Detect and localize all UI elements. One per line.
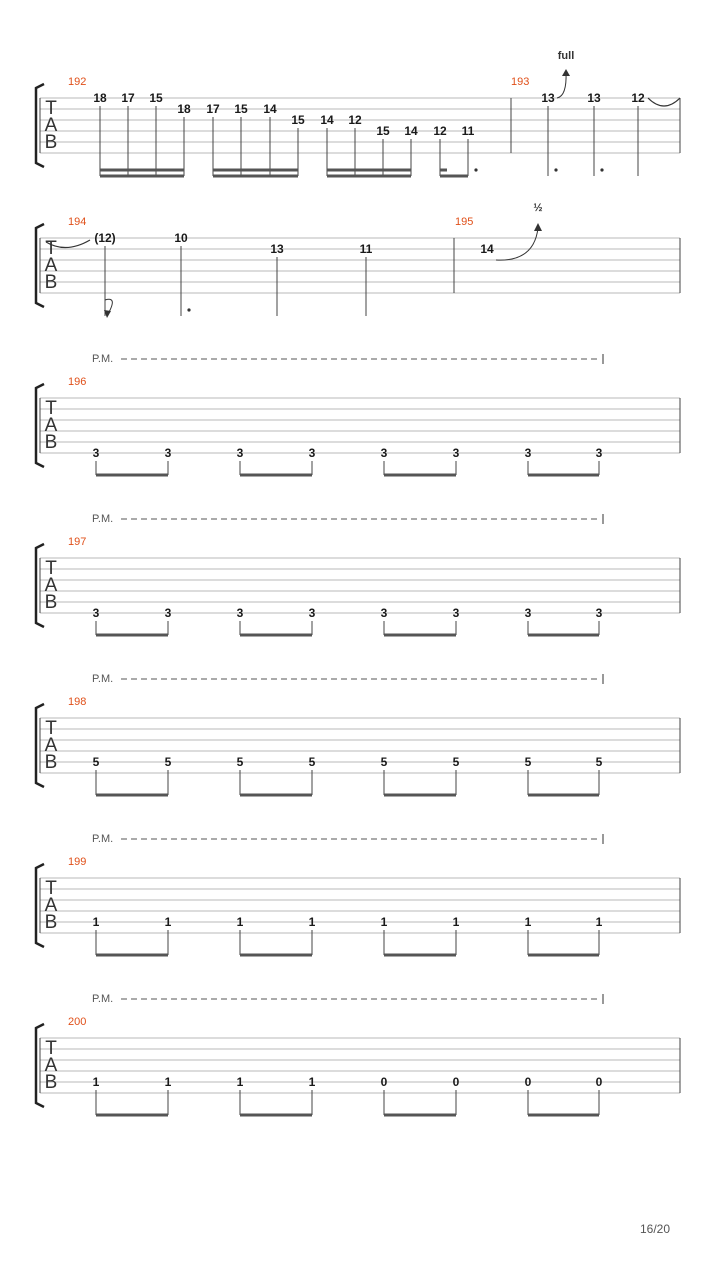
palm-mute-label: P.M. (92, 833, 114, 845)
tab-staff (36, 833, 680, 955)
fret-number: 15 (234, 102, 248, 116)
fret-number: 3 (524, 606, 532, 620)
fret-number: 15 (291, 113, 305, 127)
measure-number: 193 (511, 76, 530, 88)
fret-number: 3 (380, 446, 388, 460)
fret-number: 12 (433, 124, 447, 138)
fret-number: 5 (308, 755, 316, 769)
fret-number: 11 (359, 242, 373, 256)
fret-number: 12 (348, 113, 362, 127)
bend-curve (496, 228, 538, 260)
fret-number: 5 (380, 755, 388, 769)
fret-number: 3 (236, 606, 244, 620)
palm-mute-label: P.M. (92, 993, 114, 1005)
tab-clef-b: B (44, 132, 58, 153)
dot (554, 168, 557, 171)
bend-arrow (562, 69, 570, 76)
fret-number: 1 (236, 1075, 244, 1089)
fret-number: 17 (121, 91, 135, 105)
fret-number: 3 (164, 446, 172, 460)
fret-number: 3 (236, 446, 244, 460)
fret-number: 15 (376, 124, 390, 138)
tie (648, 98, 680, 106)
tab-clef-b: B (44, 432, 58, 453)
fret-number: 5 (524, 755, 532, 769)
tab-clef-b: B (44, 752, 58, 773)
page-number: 16/20 (640, 1222, 671, 1236)
measure-number: 198 (68, 696, 87, 708)
tab-clef-a: A (44, 735, 58, 756)
measure-number: 196 (68, 376, 87, 388)
tab-clef-t: T (45, 878, 57, 899)
fret-number: (12) (94, 231, 116, 245)
tab-clef-b: B (44, 272, 58, 293)
dot (187, 308, 190, 311)
tab-clef-t: T (45, 398, 57, 419)
tab-staff (36, 993, 680, 1115)
fret-number: 1 (236, 915, 244, 929)
tab-clef-a: A (44, 115, 58, 136)
fret-number: 12 (631, 91, 645, 105)
tab-staff (36, 673, 680, 795)
fret-number: 1 (595, 915, 603, 929)
tab-clef-a: A (44, 415, 58, 436)
measure-number: 194 (68, 216, 87, 228)
fret-number: 13 (270, 242, 284, 256)
fret-number: 5 (164, 755, 172, 769)
fret-number: 1 (92, 915, 100, 929)
tab-clef-b: B (44, 592, 58, 613)
tab-clef-a: A (44, 575, 58, 596)
fret-number: 0 (524, 1075, 532, 1089)
measure-number: 197 (68, 536, 87, 548)
fret-number: 18 (93, 91, 107, 105)
tab-clef-t: T (45, 98, 57, 119)
tab-clef-a: A (44, 1055, 58, 1076)
fret-number: 3 (380, 606, 388, 620)
tab-clef-t: T (45, 238, 57, 259)
fret-number: 3 (92, 446, 100, 460)
tab-clef-t: T (45, 718, 57, 739)
measure-number: 200 (68, 1016, 87, 1028)
tab-staff (36, 513, 680, 635)
tab-clef-a: A (44, 255, 58, 276)
palm-mute-label: P.M. (92, 353, 114, 365)
fret-number: 5 (236, 755, 244, 769)
fret-number: 3 (595, 446, 603, 460)
fret-number: 5 (595, 755, 603, 769)
fret-number: 1 (524, 915, 532, 929)
fret-number: 15 (149, 91, 163, 105)
fret-number: 1 (92, 1075, 100, 1089)
fret-number: 3 (452, 606, 460, 620)
palm-mute-label: P.M. (92, 513, 114, 525)
tab-clef-b: B (44, 1072, 58, 1093)
fret-number: 3 (452, 446, 460, 460)
tab-clef-t: T (45, 558, 57, 579)
fret-number: 10 (174, 231, 188, 245)
tab-staff (36, 202, 680, 318)
fret-number: 1 (308, 915, 316, 929)
bend-label: ½ (533, 202, 543, 214)
fret-number: 1 (164, 1075, 172, 1089)
dot (474, 168, 477, 171)
tab-clef-a: A (44, 895, 58, 916)
fret-number: 5 (452, 755, 460, 769)
tab-clef-b: B (44, 912, 58, 933)
fret-number: 11 (461, 124, 475, 138)
fret-number: 3 (308, 606, 316, 620)
measure-number: 199 (68, 856, 87, 868)
bend-label: full (557, 50, 575, 62)
fret-number: 0 (380, 1075, 388, 1089)
tab-staff (36, 353, 680, 475)
palm-mute-label: P.M. (92, 673, 114, 685)
fret-number: 3 (92, 606, 100, 620)
fret-number: 3 (595, 606, 603, 620)
fret-number: 3 (164, 606, 172, 620)
fret-number: 14 (263, 102, 277, 116)
fret-number: 14 (404, 124, 418, 138)
fret-number: 5 (92, 755, 100, 769)
measure-number: 192 (68, 76, 87, 88)
dot (600, 168, 603, 171)
fret-number: 0 (452, 1075, 460, 1089)
fret-number: 13 (541, 91, 555, 105)
fret-number: 3 (308, 446, 316, 460)
fret-number: 3 (524, 446, 532, 460)
fret-number: 1 (164, 915, 172, 929)
fret-number: 1 (452, 915, 460, 929)
tab-staff (36, 50, 680, 176)
fret-number: 13 (587, 91, 601, 105)
fret-number: 14 (320, 113, 334, 127)
measure-number: 195 (455, 216, 474, 228)
tab-clef-t: T (45, 1038, 57, 1059)
fret-number: 1 (308, 1075, 316, 1089)
fret-number: 18 (177, 102, 191, 116)
fret-number: 14 (480, 242, 494, 256)
bend-arrow (534, 223, 542, 231)
fret-number: 0 (595, 1075, 603, 1089)
fret-number: 1 (380, 915, 388, 929)
fret-number: 17 (206, 102, 220, 116)
